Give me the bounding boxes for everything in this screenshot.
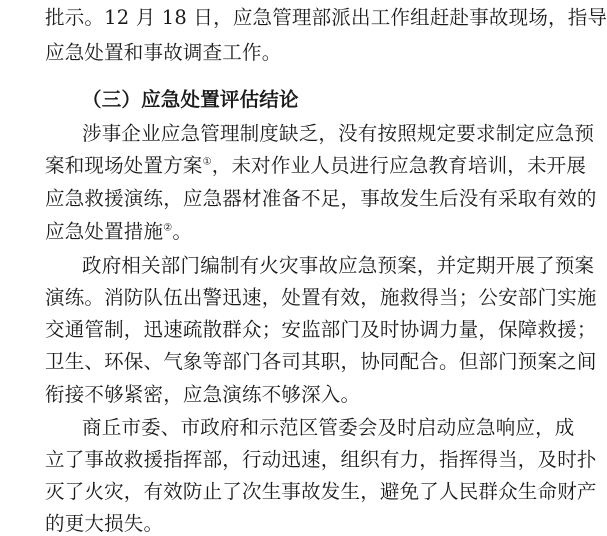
paragraph-line: 立了事故救援指挥部，行动迅速，组织有力，指挥得当，及时扑 <box>45 448 597 471</box>
paragraph-line: 应急处置和事故调查工作。 <box>45 41 282 64</box>
paragraph-line <box>45 154 587 178</box>
paragraph-line: 卫生、环保、气象等部门各司其职，协同配合。但部门预案之间 <box>45 350 597 373</box>
footnote-marker: ① <box>202 156 212 168</box>
section-heading: （三）应急处置评估结论 <box>82 88 299 111</box>
line-text: ，未对作业人员进行应急教育培训，未开展 <box>211 154 587 177</box>
paragraph-line: 涉事企业应急管理制度缺乏，没有按照规定要求制定应急预 <box>82 122 595 145</box>
line-text: 案和现场处置方案 <box>45 154 203 177</box>
line-text: 。 <box>172 220 193 243</box>
paragraph-line: 灭了火灾，有效防止了次生事故发生，避免了人民群众生命财产 <box>45 480 597 503</box>
footnote-marker: ② <box>163 222 173 234</box>
paragraph-line: 商丘市委、市政府和示范区管委会及时启动应急响应，成 <box>82 416 575 439</box>
paragraph-line: 政府相关部门编制有火灾事故应急预案，并定期开展了预案 <box>82 254 595 277</box>
paragraph-line: 演练。消防队伍出警迅速，处置有效，施救得当；公安部门实施 <box>45 286 597 309</box>
paragraph-line: 的更大损失。 <box>45 512 164 535</box>
paragraph-line: 应急救援演练，应急器材准备不足，事故发生后没有采取有效的 <box>45 187 597 210</box>
line-text: 应急处置措施 <box>45 220 164 243</box>
paragraph-line: 批示。12 月 18 日，应急管理部派出工作组赶赴事故现场，指导 <box>45 6 607 29</box>
paragraph-line: 交通管制，迅速疏散群众；安监部门及时协调力量，保障救援； <box>45 318 597 341</box>
paragraph-line: 衔接不够紧密，应急演练不够深入。 <box>45 383 361 406</box>
paragraph-line <box>45 220 535 244</box>
